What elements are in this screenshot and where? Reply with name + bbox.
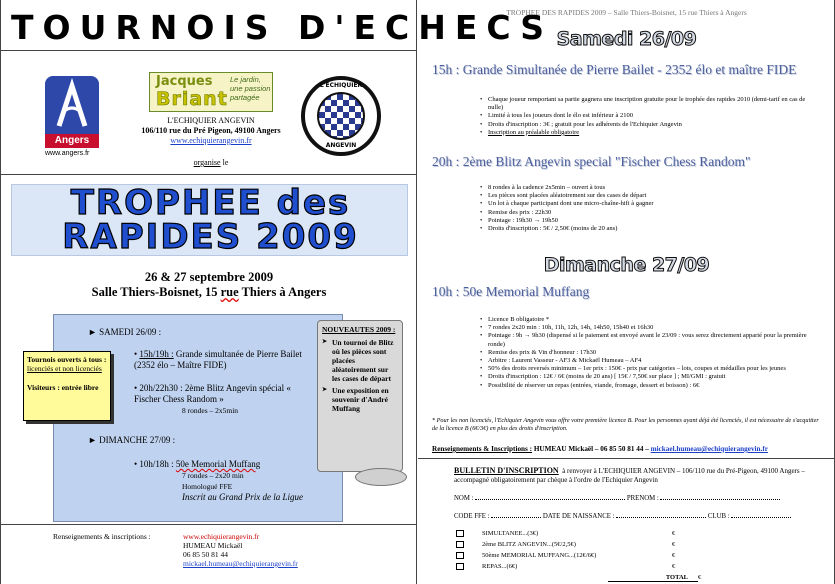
bulletin-title: BULLETIN D'INSCRIPTION bbox=[454, 466, 559, 475]
angers-logo-icon bbox=[45, 76, 99, 134]
bulletin-text: à renvoyer à L'ECHIQUIER ANGEVIN – 106/110 rue du Pré-Pigeon, 49100 Angers – accompagné obligatoirement par chèque à l'ordre de l'Echiquier Angevin bbox=[454, 467, 805, 484]
divider bbox=[418, 458, 835, 459]
dimanche-title: Dimanche 27/09 bbox=[543, 254, 710, 276]
bulletin-header bbox=[454, 466, 824, 485]
samedi-event-2: • 20h/22h30 : 2ème Blitz Angevin spécial « Fischer Chess Random » 8 rondes – 2x5min bbox=[134, 383, 291, 415]
club-field[interactable] bbox=[731, 512, 791, 518]
page-header: TROPHEE DES RAPIDES 2009 – Salle Thiers-Boisnet, 15 rue Thiers à Angers bbox=[506, 8, 747, 17]
option-row: SIMULTANEE...(3€) € bbox=[456, 530, 675, 537]
club-address-block bbox=[121, 116, 301, 146]
contact-email-link[interactable]: mickael.humeau@echiquierangevin.fr bbox=[183, 559, 298, 568]
event-dates-line1: 26 & 27 septembre 2009 bbox=[144, 270, 274, 284]
echiquier-logo-top-text: L'ECHIQUIER bbox=[319, 82, 363, 89]
divider bbox=[1, 174, 417, 175]
organise-text bbox=[121, 158, 301, 167]
contact-name: HUMEAU Mickaël bbox=[183, 541, 243, 550]
contact-phone: 06 85 50 81 44 bbox=[183, 550, 228, 559]
samedi-heading: ► SAMEDI 26/09 : bbox=[88, 327, 162, 337]
banner-line2: RAPIDES 2009 bbox=[62, 217, 359, 257]
list-item: • Chaque joueur remportant sa partie gagnera une inscription gratuite pour le trophée des rapides 2010 (demi-tarif en cas de nulle) bbox=[480, 96, 820, 112]
page-title: TOURNOIS D'ECHECS bbox=[11, 8, 553, 47]
divider bbox=[1, 524, 417, 525]
total-row: TOTAL € bbox=[608, 574, 701, 582]
contact-values bbox=[183, 532, 298, 568]
event2-title: 20h : 2ème Blitz Angevin special "Fischer Chess Random" bbox=[432, 154, 751, 169]
list-item: • Droits d'inscription : 5€ / 2,50€ (moins de 20 ans) bbox=[480, 225, 820, 233]
divider bbox=[1, 50, 417, 51]
nouveautes-title: NOUVEAUTES 2009 : bbox=[322, 325, 396, 334]
list-item: • Licence B obligatoire * bbox=[480, 316, 820, 324]
list-item: • 50% des droits reversés minimum – 1er prix : 150€ - prix par catégories – lots, coupes et médailles pour les jeunes bbox=[480, 365, 820, 373]
option-checkbox[interactable] bbox=[456, 530, 464, 537]
briant-logo bbox=[149, 72, 273, 112]
club-website-link[interactable]: www.echiquierangevin.fr bbox=[170, 136, 252, 145]
list-item: • Arbitre : Laurent Vasseur - AF3 & Mickaël Humeau – AF4 bbox=[480, 357, 820, 365]
list-item: • Pointage : 9h → 9h30 (dispensé si le paiement est envoyé avant le 23/09 : vous serez directement apparié pour la première ronde) bbox=[480, 332, 820, 348]
briant-logo-line2: Briant bbox=[156, 88, 228, 110]
nouveautes-item: ➤ Un tournoi de Blitz où les pièces sont placées aléatoirement sur les cases de départ bbox=[322, 338, 398, 383]
samedi-event-1: • 15h/19h : Grande simultanée de Pierre Bailet (2352 élo – Maître FIDE) bbox=[134, 349, 302, 370]
open-tournament-note: Tournois ouverts à tous : licenciés et non licenciés Visiteurs : entrée libre bbox=[23, 351, 111, 421]
dimanche-heading: ► DIMANCHE 27/09 : bbox=[88, 435, 176, 445]
renseign-email-link[interactable]: mickael.humeau@echiquierangevin.fr bbox=[650, 445, 768, 453]
dimanche-event-1: • 10h/18h : 50e Memorial Muffang 7 rondes – 2x20 min Homologué FFE Inscrit au Grand Prix de la Ligue bbox=[134, 459, 303, 502]
echiquier-angevin-logo bbox=[301, 76, 381, 156]
trophee-banner bbox=[11, 184, 408, 256]
licence-note: * Pour les non licenciés, l'Echiquier Angevin vous offre votre première licence B. Pour les personnes ayant déjà été licenciés, il est nécessaire de s'acquitter de la licence B (6€/3€) en plus des droits d'inscription. bbox=[432, 417, 819, 432]
form-row-name: NOM : PRENOM : bbox=[454, 494, 780, 502]
list-item: • Un lot à chaque participant dont une micro-chaîne-hifi à gagner bbox=[480, 200, 820, 208]
angers-logo-name: Angers bbox=[45, 134, 99, 148]
organise-le: le bbox=[222, 158, 229, 167]
club-name: L'ECHIQUIER ANGEVIN bbox=[167, 116, 255, 125]
renseignements-line: Renseignements & Inscriptions : HUMEAU Mickaël – 06 85 50 81 44 – mickael.humeau@echiquierangevin.fr bbox=[432, 445, 768, 453]
angers-logo-url: www.angers.fr bbox=[45, 150, 90, 157]
event2-list bbox=[480, 184, 820, 233]
banner-line1: TROPHEE des bbox=[70, 183, 351, 223]
nouveautes-scroll bbox=[317, 320, 403, 472]
form-row-details: CODE FFE : DATE DE NAISSANCE : CLUB : bbox=[454, 512, 791, 520]
event-dates bbox=[1, 270, 417, 300]
nom-field[interactable] bbox=[475, 494, 625, 500]
list-item: • 7 rondes 2x20 min : 10h, 11h, 12h, 14h, 14h50, 15h40 et 16h30 bbox=[480, 324, 820, 332]
option-row: 2ème BLITZ ANGEVIN...(5€/2,5€) € bbox=[456, 541, 675, 548]
scroll-curl-decoration bbox=[355, 468, 407, 486]
option-checkbox[interactable] bbox=[456, 563, 464, 570]
list-item: • Pointage : 19h30 → 19h50 bbox=[480, 217, 820, 225]
echiquier-logo-bottom-text: ANGEVIN bbox=[325, 142, 357, 149]
list-item: • Les pièces sont placées aléatoirement sur des cases de départ bbox=[480, 192, 820, 200]
list-item: • Limité à tous les joueurs dont le élo est inférieur à 2100 bbox=[480, 112, 820, 120]
samedi-title: Samedi 26/09 bbox=[556, 28, 697, 50]
event-venue: Salle Thiers-Boisnet, 15 rue Thiers à Angers bbox=[91, 285, 327, 299]
option-checkbox[interactable] bbox=[456, 541, 464, 548]
nouveautes-list bbox=[322, 338, 398, 413]
option-row: REPAS...(6€) € bbox=[456, 563, 675, 570]
list-item: • Droits d'inscription : 3€ ; gratuit pour les adhérents de l'Echiquier Angevin bbox=[480, 121, 820, 129]
list-item: • Inscription au préalable obligatoire bbox=[480, 129, 820, 137]
list-item: • Droits d'inscription : 12€ / 6€ (moins de 20 ans) [ 15€ / 7,50€ sur place ] ; MI/GMI : gratuit bbox=[480, 373, 820, 381]
list-item: • Remise des prix & Vin d'honneur : 17h30 bbox=[480, 349, 820, 357]
list-item: • Remise des prix : 22h30 bbox=[480, 209, 820, 217]
club-address: 106/110 rue du Pré Pigeon, 49100 Angers bbox=[141, 126, 281, 135]
event3-title: 10h : 50e Memorial Muffang bbox=[432, 284, 590, 299]
right-page bbox=[418, 0, 835, 584]
contact-label: Renseignements & inscriptions : bbox=[53, 532, 151, 541]
option-checkbox[interactable] bbox=[456, 552, 464, 559]
chessboard-icon bbox=[317, 92, 365, 140]
list-item: • 8 rondes à la cadence 2x5min – ouvert à tous bbox=[480, 184, 820, 192]
event1-title: 15h : Grande Simultanée de Pierre Bailet - 2352 élo et maître FIDE bbox=[432, 62, 797, 77]
contact-website[interactable]: www.echiquierangevin.fr bbox=[183, 532, 260, 541]
event3-list bbox=[480, 316, 820, 390]
option-row: 50ème MEMORIAL MUFFANG...(12€/6€) € bbox=[456, 552, 675, 559]
briant-logo-tagline: Le jardin, une passion partagée bbox=[230, 75, 271, 102]
code-ffe-field[interactable] bbox=[491, 512, 541, 518]
briant-logo-line1: Jacques bbox=[156, 74, 213, 89]
prenom-field[interactable] bbox=[660, 494, 780, 500]
organise-word: organise bbox=[193, 158, 221, 167]
angers-logo bbox=[45, 76, 105, 156]
list-item: • Possibilité de réserver un repas (entrées, viande, fromage, dessert et boisson) : 6€ bbox=[480, 382, 820, 390]
date-naissance-field[interactable] bbox=[616, 512, 706, 518]
nouveautes-item: ➤ Une exposition en souvenir d'André Muffang bbox=[322, 386, 398, 413]
event1-list bbox=[480, 96, 820, 137]
